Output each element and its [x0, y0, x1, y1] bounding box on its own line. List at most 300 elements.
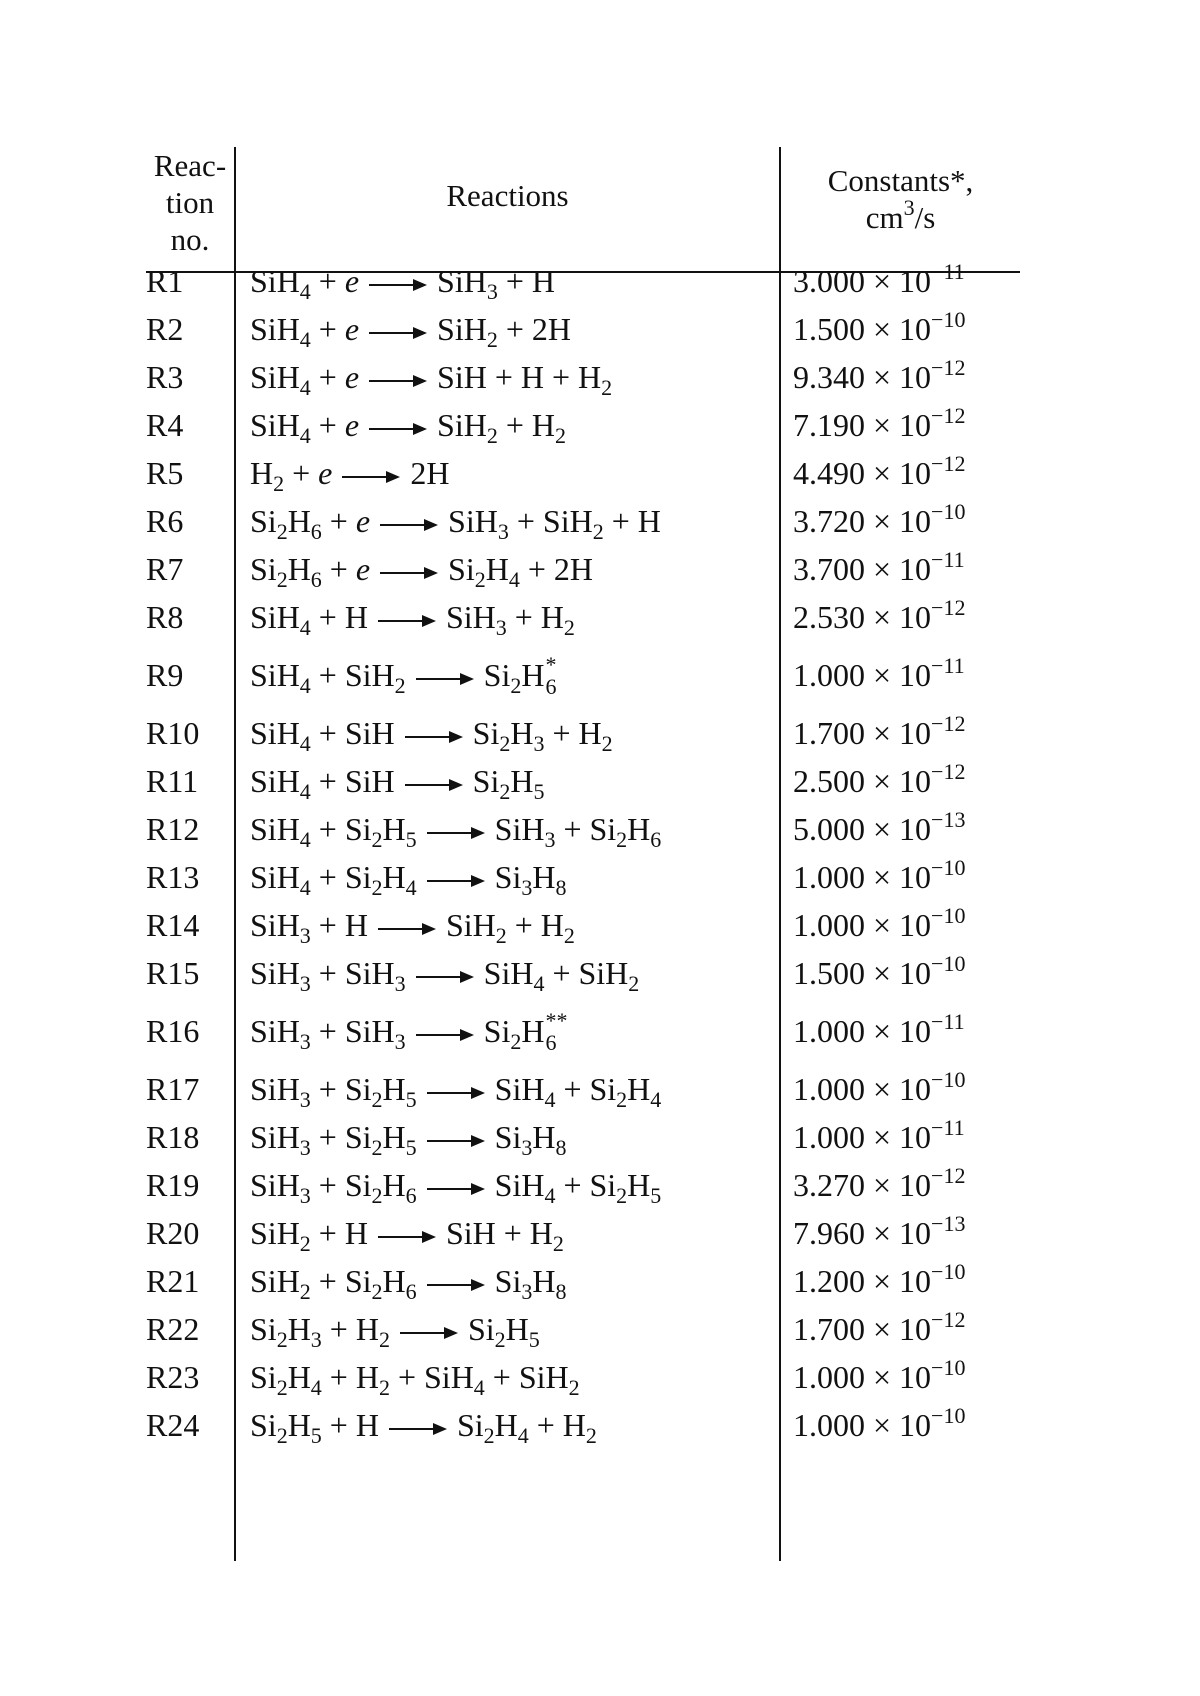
formula-text: + SiH [310, 955, 395, 991]
subscript: 4 [299, 731, 311, 756]
formula-text: + SiH [310, 763, 395, 799]
subscript: 2 [510, 673, 522, 698]
reaction-arrow-icon [378, 1230, 436, 1244]
reaction-number: R19 [146, 1167, 200, 1203]
formula-text: H [494, 1407, 518, 1443]
formula-text: + Si [310, 1263, 372, 1299]
subscript: 2 [563, 923, 575, 948]
formula-text: SiH [448, 503, 498, 539]
subscript: 2 [616, 827, 628, 852]
subscript: 2 [616, 1087, 628, 1112]
reaction-arrow-icon [427, 826, 485, 840]
reaction-arrow-icon [389, 1422, 447, 1436]
table-row [146, 1111, 1020, 1163]
reaction-number: R16 [146, 1013, 200, 1049]
subscript: 2 [494, 1327, 506, 1352]
reaction-arrow-icon [342, 470, 400, 484]
formula-text: + SiH [544, 955, 629, 991]
reaction-arrow-icon [416, 970, 474, 984]
reaction-equation [250, 649, 562, 701]
formula-text: H [382, 1167, 406, 1203]
formula-text: Si [250, 1407, 277, 1443]
formula-text: H [627, 1071, 651, 1107]
subscript: 2 [394, 673, 406, 698]
rate-constant [793, 1399, 965, 1451]
table-row [146, 1351, 1020, 1403]
formula-text: + H [528, 1407, 586, 1443]
table-row [146, 1255, 1020, 1307]
rate-constant-exponent: −10 [931, 855, 966, 880]
header-units-cm: cm [865, 200, 904, 235]
header-no-line-1: Reac- [153, 148, 227, 183]
table-row [146, 755, 1020, 807]
reaction-equation [250, 1255, 566, 1307]
subscript: 2 [378, 1327, 390, 1352]
subscript: 4 [299, 615, 311, 640]
reaction-equation [250, 1005, 574, 1057]
reaction-number: R5 [146, 455, 184, 491]
rate-constant-mantissa: 4.490 × 10 [793, 455, 932, 491]
formula-text: + Si [310, 1167, 372, 1203]
rate-constant [793, 255, 965, 307]
subscript: 5 [405, 1087, 417, 1112]
formula-text: SiH + H [445, 1215, 553, 1251]
rate-constant-exponent: −12 [931, 355, 966, 380]
reaction-number: R11 [146, 763, 199, 799]
subscript: 3 [533, 731, 545, 756]
formula-text: + H [310, 599, 368, 635]
reaction-equation [250, 1063, 661, 1115]
formula-text: SiH [437, 407, 487, 443]
rate-constant-mantissa: 1.200 × 10 [793, 1263, 932, 1299]
subscript: 2 [499, 731, 511, 756]
reaction-number: R14 [146, 907, 200, 943]
header-constants [781, 162, 1020, 236]
formula-text: SiH [250, 763, 300, 799]
formula-text: H [510, 763, 534, 799]
subscript: 2 [474, 567, 486, 592]
formula-text: SiH [250, 1119, 300, 1155]
subscript: 2 [273, 471, 285, 496]
reaction-equation [250, 399, 566, 451]
formula-text: H [532, 1119, 556, 1155]
electron-symbol: e [344, 311, 360, 347]
subscript: 3 [486, 279, 498, 304]
formula-text: SiH + H + H [437, 359, 602, 395]
subscript: 5 [405, 827, 417, 852]
subscript: 2 [601, 731, 613, 756]
formula-text: SiH [250, 715, 300, 751]
excited-state-label [544, 1008, 574, 1055]
formula-text: SiH [250, 657, 300, 693]
formula-text: H [382, 859, 406, 895]
table-row [146, 947, 1020, 999]
subscript: 2 [486, 423, 498, 448]
reaction-equation [250, 351, 612, 403]
formula-text: + H [506, 599, 564, 635]
reaction-number: R4 [146, 407, 184, 443]
formula-text: SiH [250, 311, 300, 347]
subscript: 4 [544, 1183, 556, 1208]
formula-text: + Si [310, 1071, 372, 1107]
reaction-arrow-icon [405, 730, 463, 744]
reaction-number: R15 [146, 955, 200, 991]
formula-text: SiH [250, 599, 300, 635]
rate-constant-mantissa: 1.000 × 10 [793, 1071, 932, 1107]
reaction-number: R1 [146, 263, 184, 299]
subscript: 2 [585, 1423, 597, 1448]
subscript: 2 [276, 1327, 288, 1352]
table-row [146, 543, 1020, 595]
formula-text: SiH [483, 955, 534, 991]
subscript: 2 [495, 923, 507, 948]
formula-text: H [505, 1311, 529, 1347]
subscript: 2 [371, 1135, 383, 1160]
rate-constant [793, 707, 965, 759]
subscript: 4 [508, 567, 520, 592]
subscript: 6 [310, 519, 322, 544]
rate-constant-mantissa: 5.000 × 10 [793, 811, 932, 847]
rate-constant [793, 947, 965, 999]
rate-constant [793, 303, 965, 355]
formula-text: H [287, 1311, 311, 1347]
formula-text: + H [506, 907, 564, 943]
rate-constant-mantissa: 1.700 × 10 [793, 1311, 932, 1347]
formula-text: + [310, 263, 345, 299]
subscript: 2 [483, 1423, 495, 1448]
reaction-equation [250, 303, 571, 355]
table-row [146, 899, 1020, 951]
electron-symbol: e [344, 407, 360, 443]
reaction-equation [250, 899, 575, 951]
table-row [146, 1399, 1020, 1451]
rate-constant-exponent: −10 [931, 1067, 966, 1092]
subscript: 4 [473, 1375, 485, 1400]
rate-constant [793, 649, 965, 701]
subscript: 4 [299, 375, 311, 400]
subscript: 5 [650, 1183, 662, 1208]
rate-constant [793, 755, 965, 807]
formula-text: + Si [310, 811, 372, 847]
header-constants-line-1: Constants*, [827, 163, 974, 198]
table-row [146, 591, 1020, 643]
reaction-arrow-icon [369, 374, 427, 388]
formula-text: + SiH [508, 503, 593, 539]
formula-text: + H [321, 1407, 379, 1443]
formula-text: SiH [437, 311, 487, 347]
formula-text: + SiH [310, 715, 395, 751]
reaction-number: R21 [146, 1263, 200, 1299]
formula-text: H [287, 503, 311, 539]
subscript: 2 [628, 971, 640, 996]
reaction-arrow-icon [427, 1086, 485, 1100]
formula-text: Si [456, 1407, 484, 1443]
rate-constant-mantissa: 2.500 × 10 [793, 763, 932, 799]
rate-constant-mantissa: 1.500 × 10 [793, 955, 932, 991]
subscript: 2 [276, 567, 288, 592]
electron-symbol: e [318, 455, 333, 491]
formula-text: Si [448, 551, 475, 587]
subscript: 2 [371, 1087, 383, 1112]
reaction-arrow-icon [380, 566, 438, 580]
subscript: 2 [499, 779, 511, 804]
rate-constant [793, 1207, 965, 1259]
subscript: 6 [310, 567, 322, 592]
rate-constant-exponent: −12 [931, 711, 966, 736]
reaction-equation [250, 1207, 564, 1259]
subscript: 3 [310, 1327, 322, 1352]
reaction-equation [250, 755, 544, 807]
reaction-number: R2 [146, 311, 184, 347]
header-reaction-no [146, 147, 234, 258]
subscript: 2 [371, 875, 383, 900]
subscript: 2 [378, 1375, 390, 1400]
reaction-arrow-icon [427, 1278, 485, 1292]
subscript: 3 [299, 1087, 311, 1112]
subscript: 8 [555, 1279, 567, 1304]
subscript: 6 [405, 1279, 417, 1304]
subscript: 4 [299, 827, 311, 852]
formula-text: H [287, 1407, 311, 1443]
reaction-equation [250, 1351, 580, 1403]
rate-constant [793, 447, 965, 499]
subscript: 4 [299, 423, 311, 448]
subscript: 4 [544, 1087, 556, 1112]
rate-constant-exponent: −12 [931, 759, 966, 784]
rate-constant-exponent: −10 [931, 1259, 966, 1284]
rate-constant-exponent: −11 [931, 1009, 965, 1034]
formula-text: + Si [555, 1167, 617, 1203]
formula-text: SiH [250, 359, 300, 395]
subscript: 2 [276, 519, 288, 544]
table-row [146, 1159, 1020, 1211]
reaction-arrow-icon [427, 1134, 485, 1148]
subscript: 5 [528, 1327, 540, 1352]
rate-constant [793, 899, 965, 951]
subscript: 2 [592, 519, 604, 544]
formula-text: + H [603, 503, 661, 539]
reaction-equation [250, 495, 661, 547]
rate-constant-exponent: −12 [931, 1307, 966, 1332]
reaction-arrow-icon [400, 1326, 458, 1340]
subscript: 3 [299, 1029, 311, 1054]
table-row [146, 1063, 1020, 1115]
rate-constant [793, 1005, 965, 1057]
reaction-number: R3 [146, 359, 184, 395]
formula-text: + SiH [310, 657, 395, 693]
rate-constant-exponent: −11 [931, 547, 965, 572]
rate-constant-mantissa: 3.270 × 10 [793, 1167, 932, 1203]
subscript: 4 [299, 875, 311, 900]
formula-text: + H [321, 1359, 379, 1395]
reaction-arrow-icon [369, 278, 427, 292]
formula-text: H [382, 1263, 406, 1299]
formula-text: H [382, 1071, 406, 1107]
table-row [146, 649, 1020, 701]
formula-text: + [310, 359, 345, 395]
subscript: 5 [533, 779, 545, 804]
subscript: 2 [601, 375, 613, 400]
subscript: 3 [299, 1183, 311, 1208]
formula-text: SiH [250, 955, 300, 991]
formula-text: + SiH [310, 1013, 395, 1049]
subscript: 4 [310, 1375, 322, 1400]
formula-text: + H [544, 715, 602, 751]
subscript: 3 [521, 1279, 533, 1304]
formula-text: H [532, 1263, 556, 1299]
subscript: 3 [299, 923, 311, 948]
rate-constant-exponent: −10 [931, 903, 966, 928]
subscript: 2 [552, 1231, 564, 1256]
subscript: 4 [299, 327, 311, 352]
rate-constant-mantissa: 9.340 × 10 [793, 359, 932, 395]
subscript: 6 [405, 1183, 417, 1208]
rate-constant-exponent: −11 [931, 1115, 965, 1140]
subscript: 2 [371, 1279, 383, 1304]
formula-text: SiH [250, 263, 300, 299]
subscript: 4 [405, 875, 417, 900]
formula-text: 2H [410, 455, 450, 491]
rate-constant-mantissa: 3.720 × 10 [793, 503, 932, 539]
table-row [146, 495, 1020, 547]
reaction-number: R12 [146, 811, 200, 847]
reaction-number: R13 [146, 859, 200, 895]
formula-text: + SiH [389, 1359, 474, 1395]
formula-text: + H [321, 1311, 379, 1347]
reaction-equation [250, 447, 449, 499]
table-row [146, 707, 1020, 759]
rate-constant-mantissa: 1.000 × 10 [793, 1013, 932, 1049]
formula-text: + [321, 551, 356, 587]
reaction-number: R8 [146, 599, 184, 635]
subscript: 6 [545, 1030, 557, 1055]
formula-text: H [627, 811, 651, 847]
header-units-per-s: /s [914, 200, 936, 235]
formula-text: Si [250, 1311, 277, 1347]
formula-text: + [284, 455, 319, 491]
table-row [146, 803, 1020, 855]
subscript: 2 [486, 327, 498, 352]
reaction-number: R10 [146, 715, 200, 751]
formula-text: + H [310, 1215, 368, 1251]
formula-text: Si [483, 1013, 511, 1049]
formula-text: SiH [445, 907, 496, 943]
formula-text: SiH [250, 859, 300, 895]
reaction-arrow-icon [378, 922, 436, 936]
subscript: 6 [545, 674, 557, 699]
formula-text: + SiH [484, 1359, 569, 1395]
rate-constant-mantissa: 3.700 × 10 [793, 551, 932, 587]
table-row [146, 351, 1020, 403]
rate-constant-exponent: −12 [931, 451, 966, 476]
formula-text: + 2H [497, 311, 571, 347]
formula-text: SiH [250, 1215, 300, 1251]
subscript: 5 [405, 1135, 417, 1160]
subscript: 3 [521, 875, 533, 900]
formula-text: SiH [250, 811, 300, 847]
formula-text: H [532, 859, 556, 895]
formula-text: SiH [250, 1071, 300, 1107]
formula-text: Si [250, 551, 277, 587]
formula-text: SiH [494, 1071, 545, 1107]
formula-text: SiH [494, 1167, 545, 1203]
formula-text: + [310, 407, 345, 443]
rate-constant-exponent: −13 [931, 807, 966, 832]
reaction-arrow-icon [378, 614, 436, 628]
reaction-equation [250, 1159, 661, 1211]
formula-text: SiH [250, 1263, 300, 1299]
formula-text: H [250, 455, 274, 491]
header-reactions: Reactions [446, 178, 569, 213]
subscript: 4 [650, 1087, 662, 1112]
electron-symbol: e [344, 359, 360, 395]
subscript: 2 [568, 1375, 580, 1400]
table-row [146, 1303, 1020, 1355]
subscript: 2 [371, 827, 383, 852]
formula-text: + Si [555, 811, 617, 847]
reaction-number: R23 [146, 1359, 200, 1395]
reaction-equation [250, 803, 661, 855]
subscript: 3 [497, 519, 509, 544]
reaction-equation [250, 707, 613, 759]
subscript: 4 [299, 279, 311, 304]
formula-text: Si [494, 1263, 522, 1299]
formula-text: H [287, 551, 311, 587]
formula-text: Si [472, 763, 500, 799]
reaction-arrow-icon [369, 422, 427, 436]
subscript: 3 [299, 971, 311, 996]
formula-text: + Si [310, 1119, 372, 1155]
subscript: 2 [510, 1029, 522, 1054]
reaction-number: R20 [146, 1215, 200, 1251]
formula-text: Si [467, 1311, 495, 1347]
subscript: 2 [616, 1183, 628, 1208]
rate-constant-mantissa: 1.000 × 10 [793, 657, 932, 693]
superscript: ** [545, 1008, 568, 1033]
rate-constant [793, 351, 965, 403]
reaction-number: R18 [146, 1119, 200, 1155]
rate-constant-mantissa: 1.000 × 10 [793, 1407, 932, 1443]
reaction-table [146, 147, 1020, 1561]
formula-text: + [321, 503, 356, 539]
formula-text: + H [497, 263, 555, 299]
reaction-arrow-icon [427, 874, 485, 888]
formula-text: + Si [555, 1071, 617, 1107]
table-row [146, 1005, 1020, 1057]
rate-constant-exponent: −13 [931, 1211, 966, 1236]
reaction-equation [250, 947, 639, 999]
formula-text: Si [494, 859, 522, 895]
reaction-number: R17 [146, 1071, 200, 1107]
formula-text: + [310, 311, 345, 347]
rate-constant-exponent: −10 [931, 499, 966, 524]
rate-constant [793, 1351, 965, 1403]
rate-constant-exponent: −10 [931, 1355, 966, 1380]
reaction-arrow-icon [416, 1028, 474, 1042]
formula-text: SiH [250, 1167, 300, 1203]
electron-symbol: e [355, 551, 371, 587]
formula-text: Si [483, 657, 511, 693]
table-row [146, 255, 1020, 307]
formula-text: H [382, 1119, 406, 1155]
rate-constant [793, 1063, 965, 1115]
reaction-equation [250, 255, 555, 307]
header-no-line-3: no. [170, 222, 210, 257]
formula-text: H [627, 1167, 651, 1203]
formula-text: Si [250, 503, 277, 539]
formula-text: SiH [250, 907, 300, 943]
formula-text: H [521, 1013, 545, 1049]
